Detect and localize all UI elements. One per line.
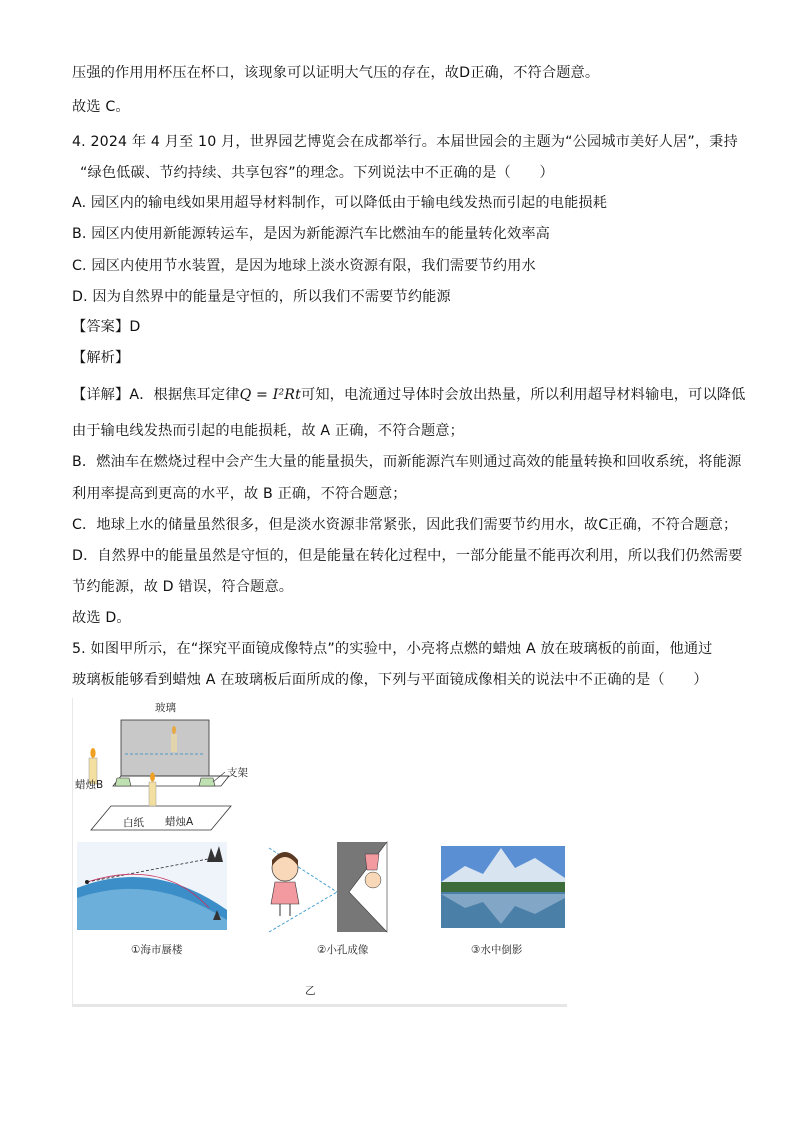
question-4-line-2: “绿色低碳、节约持续、共享包容”的理念。下列说法中不正确的是（ ） <box>80 165 554 181</box>
question-5-line-1: 5. 如图甲所示，在“探究平面镜成像特点”的实验中，小亮将点燃的蜡烛 A 放在玻璃板的前面，他通过 <box>72 641 713 657</box>
option-c: C. 园区内使用节水装置，是因为地球上淡水资源有限，我们需要节约用水 <box>72 258 536 274</box>
detail-a-line-2: 由于输电线发热而引起的电能损耗，故 A 正确，不符合题意； <box>72 423 464 439</box>
detail-a-pre: 【详解】A．根据焦耳定律 <box>72 387 240 403</box>
detail-b-line-2: 利用率提高到更高的水平，故 B 正确，不符合题意； <box>72 486 407 502</box>
candle-b-label: 蜡烛B <box>75 779 104 791</box>
glass-plate <box>121 720 209 776</box>
right-stand <box>199 778 215 786</box>
white-paper-label: 白纸 <box>123 817 144 829</box>
mirage-image <box>77 842 227 956</box>
stand-label: 支架 <box>227 767 248 779</box>
caption-mirage: ①海市蜃楼 <box>131 944 183 956</box>
detail-c-line: C．地球上水的储量虽然很多，但是淡水资源非常紧张，因此我们需要节约用水，故C正确，不符合题意； <box>72 517 738 533</box>
candle-image <box>171 734 177 752</box>
inverted-image-icon <box>365 854 379 870</box>
white-paper-shape <box>91 806 231 830</box>
reflection-image <box>441 846 565 956</box>
analysis-label: 【解析】 <box>72 350 130 366</box>
left-stand <box>115 778 131 786</box>
question-5-figure <box>72 698 567 1007</box>
answer-label: 【答案】D <box>72 319 141 335</box>
candle-a-label: 蜡烛A <box>165 816 194 828</box>
figure-jia <box>75 701 248 854</box>
prev-answer-line: 压强的作用用杯压在杯口，该现象可以证明大气压的存在，故D正确，不符合题意。 <box>72 65 600 81</box>
joule-formula: Q = I²Rt <box>239 387 301 403</box>
detail-d-line-2: 节约能源，故 D 错误，符合题意。 <box>72 579 294 595</box>
detail-b-line-1: B．燃油车在燃烧过程中会产生大量的能量损失，而新能源汽车则通过高效的能量转换和回收系统，将能源 <box>72 454 742 470</box>
figure-svg <box>73 698 567 1004</box>
detail-d-line-1: D．自然界中的能量虽然是守恒的，但是能量在转化过程中，一部分能量不能再次利用，所以我们仍然需要 <box>72 548 743 564</box>
candle-a-flame <box>150 772 155 781</box>
candle-a <box>149 782 156 806</box>
yi-label: 乙 <box>305 985 316 997</box>
detail-a-post: 可知，电流通过导体时会放出热量，所以利用超导材料输电，可以降低 <box>301 387 746 403</box>
detail-a-line-1 <box>72 385 745 405</box>
option-b: B. 园区内使用新能源转运车，是因为新能源汽车比燃油车的能量转化效率高 <box>72 226 551 242</box>
question-5-line-2: 玻璃板能够看到蜡烛 A 在玻璃板后面所成的像，下列与平面镜成像相关的说法中不正确的是（ ） <box>72 672 708 688</box>
candle-b-flame <box>90 748 95 758</box>
option-a: A. 园区内的输电线如果用超导材料制作，可以降低由于输电线发热而引起的电能损耗 <box>72 195 608 211</box>
glass-label: 玻璃 <box>155 702 176 714</box>
choose-d-line: 故选 D。 <box>72 610 131 626</box>
option-d: D. 因为自然界中的能量是守恒的，所以我们不需要节约能源 <box>72 289 451 305</box>
prev-choose-line: 故选 C。 <box>72 99 130 115</box>
pinhole-image <box>269 842 387 956</box>
girl-dress-icon <box>271 882 299 904</box>
question-4-line-1: 4. 2024 年 4 月至 10 月，世界园艺博览会在成都举行。本届世园会的主题为“公园城市美好人居”，秉持 <box>72 134 738 150</box>
caption-reflection: ③水中倒影 <box>471 944 523 956</box>
caption-pinhole: ②小孔成像 <box>317 944 369 956</box>
